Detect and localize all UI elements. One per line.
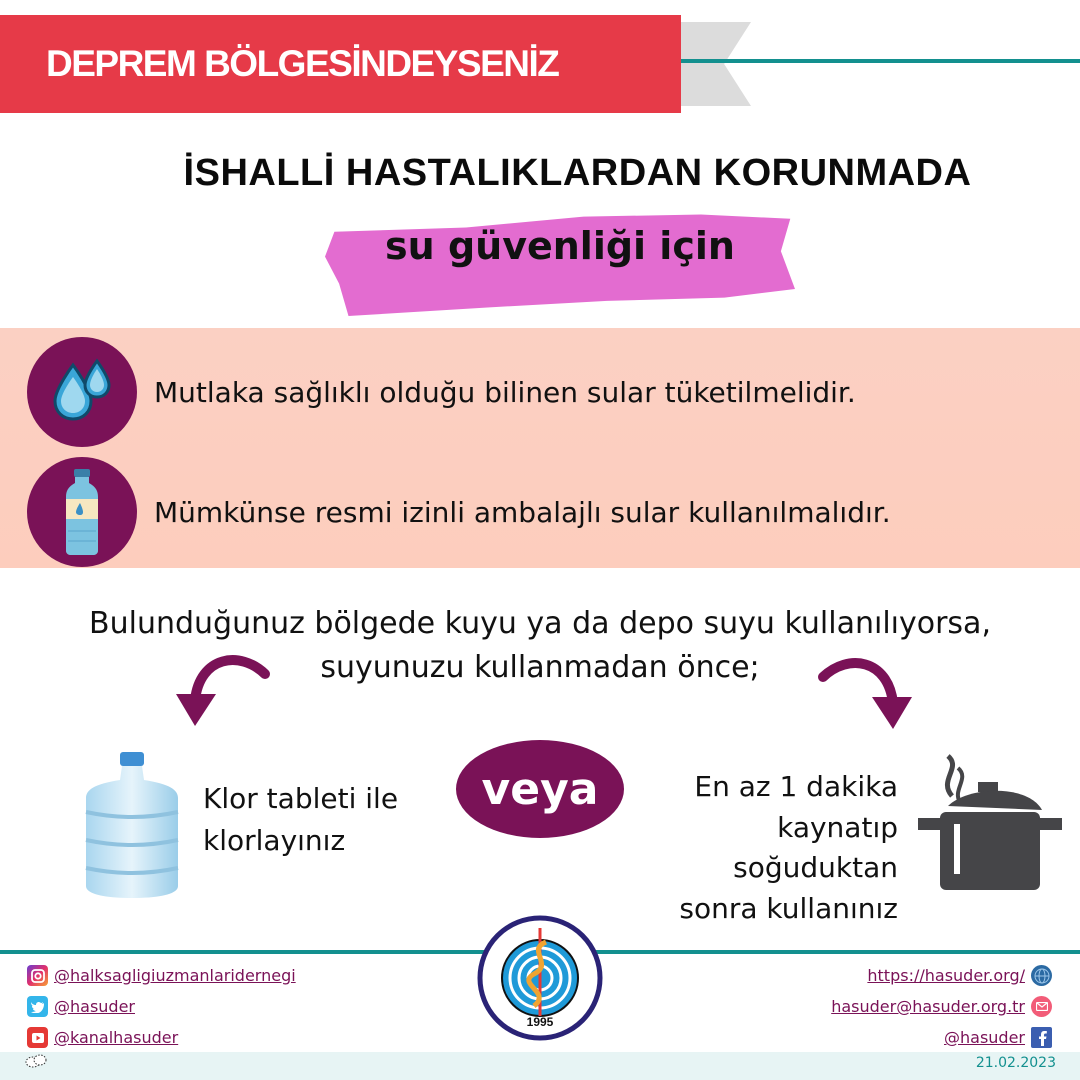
curved-arrow-right-icon [818, 655, 918, 735]
facebook-link[interactable] [831, 1022, 1052, 1053]
instruction-intro [0, 602, 1080, 690]
footer-bar [0, 1052, 1080, 1080]
info-text: Mümkünse resmi izinli ambalajlı sular kullanılmalıdır. [154, 495, 891, 529]
boiling-pot-icon [918, 750, 1062, 894]
facebook-icon [1031, 1027, 1052, 1048]
hasuder-logo [476, 914, 604, 1042]
email-link[interactable] [831, 991, 1052, 1022]
or-badge: veya [456, 740, 624, 838]
chlorine-line-2: klorlayınız [203, 824, 346, 857]
social-links-right [831, 960, 1052, 1053]
email-address[interactable]: hasuder@hasuder.org.tr [831, 997, 1025, 1016]
curved-arrow-left-icon [170, 652, 270, 732]
highlight-text: su güvenliği için [385, 224, 735, 268]
intro-line-2: suyunuzu kullanmadan önce; [320, 650, 760, 685]
youtube-icon [27, 1027, 48, 1048]
instagram-handle[interactable]: @halksagligiuzmanlaridernegi [54, 966, 296, 985]
youtube-handle[interactable]: @kanalhasuder [54, 1028, 179, 1047]
header-banner [0, 15, 681, 113]
page-headline: İSHALLİ HASTALIKLARDAN KORUNMADA [183, 152, 972, 194]
boil-line-3: soğuduktan [733, 851, 898, 884]
instagram-icon [27, 965, 48, 986]
social-links-left [27, 960, 296, 1053]
water-jug-icon [80, 750, 184, 900]
intro-line-1: Bulunduğunuz bölgede kuyu ya da depo suyu kullanılıyorsa, [89, 606, 991, 641]
boil-option-text [598, 767, 898, 929]
publication-date: 21.02.2023 [975, 1055, 1056, 1071]
twitter-handle[interactable]: @hasuder [54, 997, 135, 1016]
info-text: Mutlaka sağlıklı olduğu bilinen sular tüketilmelidir. [154, 375, 856, 409]
youtube-link[interactable] [27, 1022, 296, 1053]
logo-year: 1995 [526, 1015, 554, 1029]
info-item [0, 336, 1080, 448]
chlorine-line-1: Klor tableti ile [203, 782, 399, 815]
twitter-link[interactable] [27, 991, 296, 1022]
instagram-link[interactable] [27, 960, 296, 991]
banner-title: DEPREM BÖLGESİNDEYSENİZ [46, 43, 559, 84]
banner-accent-line [681, 59, 1080, 63]
website-link[interactable] [831, 960, 1052, 991]
facebook-handle[interactable]: @hasuder [944, 1028, 1025, 1047]
globe-icon [1031, 965, 1052, 986]
water-drops-icon [27, 337, 137, 447]
chlorine-option-text [203, 778, 398, 862]
website-url[interactable]: https://hasuder.org/ [867, 966, 1025, 985]
info-item [0, 456, 1080, 568]
boil-line-1: En az 1 dakika [694, 770, 898, 803]
water-bottle-icon [27, 457, 137, 567]
chat-bubbles-icon [24, 1053, 48, 1071]
email-icon [1031, 996, 1052, 1017]
boil-line-2: kaynatıp [777, 810, 898, 844]
twitter-icon [27, 996, 48, 1017]
boil-line-4: sonra kullanınız [679, 891, 898, 925]
